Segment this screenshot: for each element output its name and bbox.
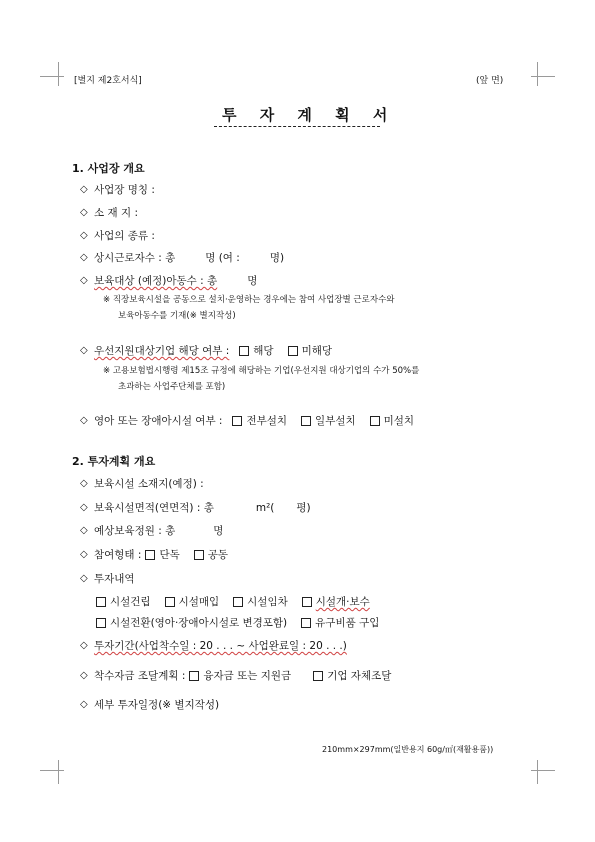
- capacity-label: 예상보육정원 : 총: [94, 525, 176, 537]
- children-note-line-2: 보육아동수를 기재(※ 별지작성): [118, 311, 236, 321]
- schedule-row: [80, 697, 219, 712]
- children-unit: 명: [247, 275, 258, 287]
- infant-facility-label: 영아 또는 장애아시설 여부 :: [94, 415, 223, 427]
- crop-mark: [531, 770, 555, 771]
- participation-label: 참여형태 :: [94, 549, 142, 561]
- children-row: [80, 273, 257, 288]
- crop-mark: [40, 76, 64, 77]
- checkbox-icon[interactable]: [232, 416, 242, 426]
- checkbox-icon[interactable]: [302, 597, 312, 607]
- workers-close: 명): [269, 252, 285, 264]
- workers-unit: 명 (여 :: [205, 252, 240, 264]
- diamond-bullet-icon: ◇: [80, 525, 88, 536]
- biz-type-row: [80, 228, 155, 243]
- schedule-label: 세부 투자일정(※ 별지작성): [94, 699, 220, 711]
- investment-option-build[interactable]: 시설건립: [96, 594, 151, 609]
- investment-option-convert[interactable]: 시설전환(영아·장애아시설로 변경포함): [96, 615, 287, 630]
- investment-option-lease[interactable]: 시설임차: [233, 594, 288, 609]
- checkbox-icon[interactable]: [145, 550, 155, 560]
- crop-mark: [537, 760, 538, 784]
- address-label: 소 재 지 :: [94, 207, 138, 219]
- funding-row: [80, 668, 405, 683]
- checkbox-icon[interactable]: [96, 597, 106, 607]
- infant-option-all[interactable]: 전부설치: [232, 413, 287, 428]
- participation-option-single[interactable]: 단독: [145, 547, 179, 562]
- diamond-bullet-icon: ◇: [80, 478, 88, 489]
- investment-option-renovate[interactable]: 시설개·보수: [302, 594, 370, 609]
- diamond-bullet-icon: ◇: [80, 502, 88, 513]
- checkbox-icon[interactable]: [233, 597, 243, 607]
- checkbox-icon[interactable]: [301, 416, 311, 426]
- diamond-bullet-icon: ◇: [80, 207, 88, 218]
- diamond-bullet-icon: ◇: [80, 640, 88, 651]
- checkbox-icon[interactable]: [165, 597, 175, 607]
- area-row: [80, 500, 311, 515]
- crop-mark: [40, 770, 64, 771]
- infant-option-partial[interactable]: 일부설치: [301, 413, 356, 428]
- priority-row: [80, 343, 346, 358]
- checkbox-icon[interactable]: [313, 671, 323, 681]
- infant-option-none[interactable]: 미설치: [370, 413, 414, 428]
- investment-option-equipment[interactable]: 유구비품 구입: [301, 615, 379, 630]
- paper-spec: 210mm×297mm(일반용지 60g/㎡(재활용품)): [322, 745, 494, 754]
- funding-label: 착수자금 조달계획 :: [94, 670, 186, 682]
- children-note-line-1: ※ 직장보육시설을 공동으로 설치·운영하는 경우에는 참여 사업장별 근로자수와: [103, 295, 395, 305]
- diamond-bullet-icon: ◇: [80, 184, 88, 195]
- section-2-heading: 2. 투자계획 개요: [72, 455, 156, 468]
- area-label: 보육시설면적(연면적) : 총: [94, 502, 214, 514]
- crop-mark: [58, 62, 59, 86]
- diamond-bullet-icon: ◇: [80, 549, 88, 560]
- checkbox-icon[interactable]: [239, 346, 249, 356]
- location-row: [80, 476, 204, 491]
- checkbox-icon[interactable]: [370, 416, 380, 426]
- children-label: 보육대상 (예정)아동수 : 총: [94, 275, 218, 287]
- diamond-bullet-icon: ◇: [80, 275, 88, 286]
- checkbox-icon[interactable]: [288, 346, 298, 356]
- priority-label: 우선지원대상기업 해당 여부 :: [94, 345, 230, 357]
- diamond-bullet-icon: ◇: [80, 573, 88, 584]
- title-underline: [214, 126, 380, 127]
- area-unit: m²(: [255, 501, 275, 514]
- location-label: 보육시설 소재지(예정) :: [94, 478, 204, 490]
- priority-option-no[interactable]: 미해당: [288, 343, 332, 358]
- checkbox-icon[interactable]: [96, 618, 106, 628]
- form-number: [별지 제2호서식]: [74, 76, 142, 86]
- priority-note-line-1: ※ 고용보험법시행령 제15조 규정에 해당하는 기업(우선지원 대상기업의 수가 50%를: [103, 366, 420, 376]
- capacity-unit: 명: [213, 525, 224, 537]
- document-title: 투 자 계 획 서: [222, 106, 397, 124]
- funding-option-self[interactable]: 기업 자체조달: [313, 668, 391, 683]
- biz-type-label: 사업의 종류 :: [94, 230, 155, 242]
- biz-name-row: [80, 182, 155, 197]
- investment-row: [80, 571, 135, 586]
- period-row: [80, 638, 347, 653]
- funding-option-loan[interactable]: 융자금 또는 지원금: [189, 668, 291, 683]
- address-row: [80, 205, 138, 220]
- diamond-bullet-icon: ◇: [80, 699, 88, 710]
- investment-label: 투자내역: [94, 573, 135, 585]
- crop-mark: [531, 76, 555, 77]
- crop-mark: [537, 62, 538, 86]
- diamond-bullet-icon: ◇: [80, 415, 88, 426]
- capacity-row: [80, 523, 223, 538]
- period-label: 투자기간(사업착수일 : 20 . . . ~ 사업완료일 : 20 . . .): [94, 640, 347, 652]
- diamond-bullet-icon: ◇: [80, 252, 88, 263]
- page-side-label: (앞 면): [476, 76, 504, 86]
- investment-options-row-2: [96, 615, 393, 630]
- participation-option-joint[interactable]: 공동: [194, 547, 228, 562]
- priority-note-line-2: 초과하는 사업주단체를 포함): [118, 382, 226, 392]
- diamond-bullet-icon: ◇: [80, 230, 88, 241]
- workers-row: [80, 250, 284, 265]
- participation-row: [80, 547, 242, 562]
- area-close: 평): [296, 502, 311, 514]
- checkbox-icon[interactable]: [301, 618, 311, 628]
- workers-label: 상시근로자수 : 총: [94, 252, 176, 264]
- infant-facility-row: [80, 413, 428, 428]
- biz-name-label: 사업장 명칭 :: [94, 184, 155, 196]
- crop-mark: [58, 760, 59, 784]
- diamond-bullet-icon: ◇: [80, 670, 88, 681]
- diamond-bullet-icon: ◇: [80, 345, 88, 356]
- checkbox-icon[interactable]: [189, 671, 199, 681]
- checkbox-icon[interactable]: [194, 550, 204, 560]
- investment-options-row-1: [96, 594, 384, 609]
- priority-option-yes[interactable]: 해당: [239, 343, 273, 358]
- investment-option-purchase[interactable]: 시설매입: [165, 594, 220, 609]
- section-1-heading: 1. 사업장 개요: [72, 162, 145, 175]
